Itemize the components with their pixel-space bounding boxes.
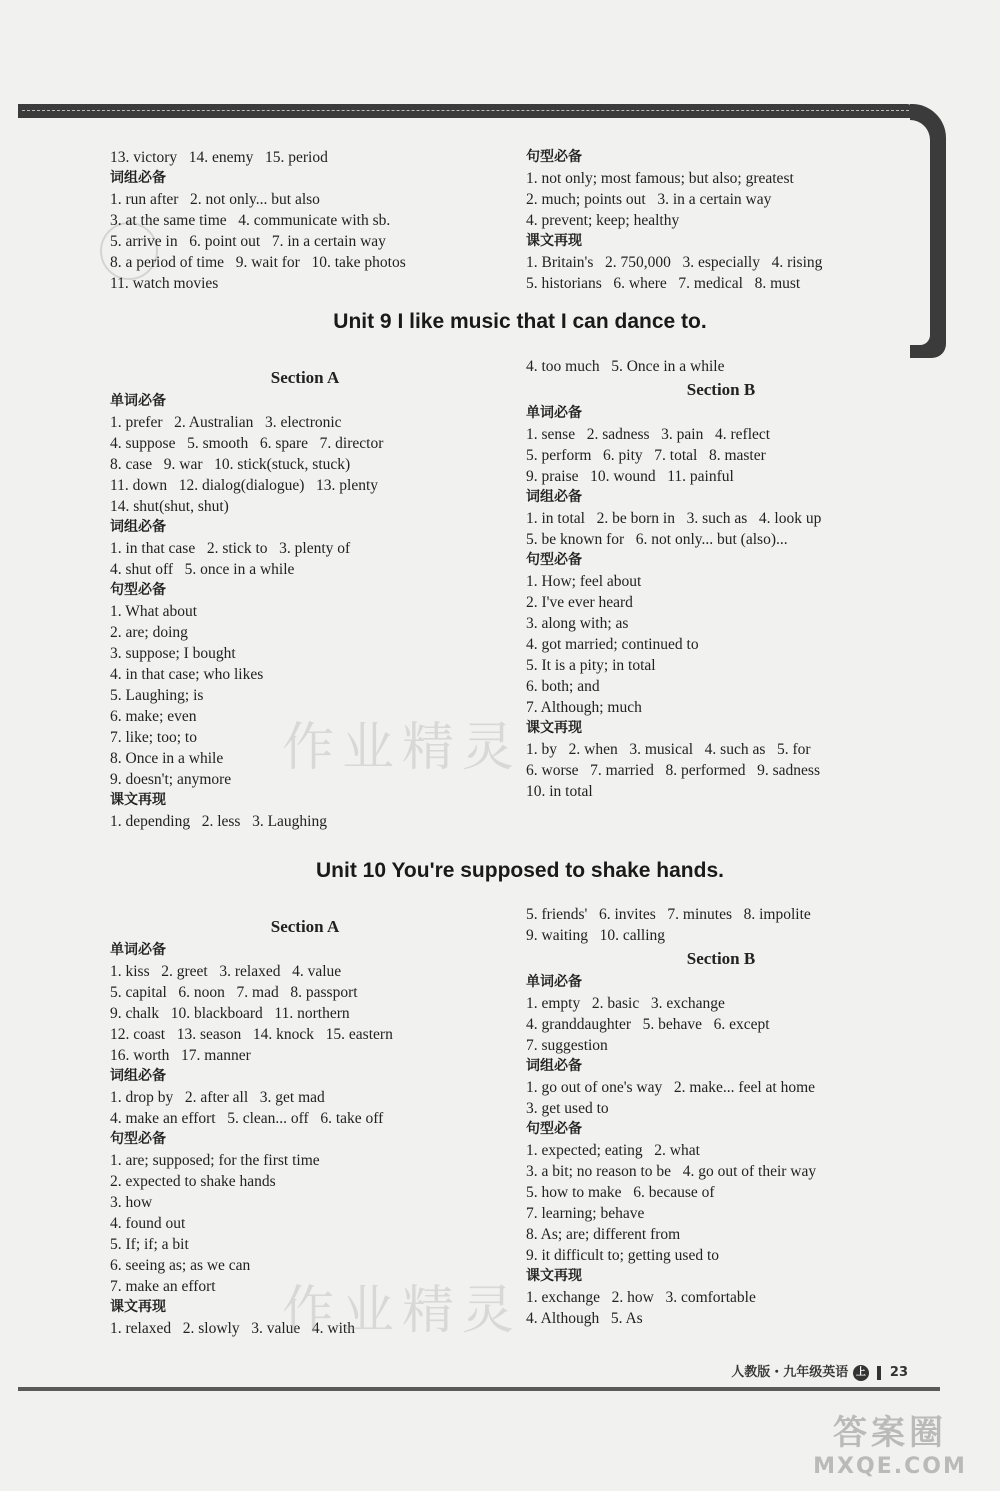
- category-heading: 课文再现: [526, 720, 582, 736]
- answer-line: 1. in total 2. be born in 3. such as 4. look up: [526, 510, 822, 527]
- category-heading: 词组必备: [110, 519, 166, 535]
- answer-line: 7. suggestion: [526, 1037, 608, 1054]
- answer-line: 5. capital 6. noon 7. mad 8. passport: [110, 984, 358, 1001]
- answer-line: 1. depending 2. less 3. Laughing: [110, 813, 327, 830]
- answer-line: 1. run after 2. not only... but also: [110, 191, 320, 208]
- answer-line: 12. coast 13. season 14. knock 15. eastern: [110, 1026, 393, 1043]
- answer-line: 4. too much 5. Once in a while: [526, 358, 725, 375]
- answer-line: 1. Britain's 2. 750,000 3. especially 4. rising: [526, 254, 823, 271]
- answer-line: 6. seeing as; as we can: [110, 1257, 251, 1274]
- answer-line: 4. found out: [110, 1215, 186, 1232]
- answer-line: 5. perform 6. pity 7. total 8. master: [526, 447, 766, 464]
- answer-line: 1. sense 2. sadness 3. pain 4. reflect: [526, 426, 771, 443]
- answer-line: 5. Laughing; is: [110, 687, 204, 704]
- answer-line: 1. exchange 2. how 3. comfortable: [526, 1289, 756, 1306]
- answer-line: 6. worse 7. married 8. performed 9. sadness: [526, 762, 820, 779]
- answer-line: 8. a period of time 9. wait for 10. take photos: [110, 254, 406, 271]
- category-heading: 课文再现: [526, 233, 582, 249]
- watermark-text-2: 作业精灵: [282, 1281, 523, 1341]
- answer-line: 5. It is a pity; in total: [526, 657, 656, 674]
- answer-line: 2. expected to shake hands: [110, 1173, 276, 1190]
- unit10-title: Unit 10 You're supposed to shake hands.: [316, 859, 724, 882]
- top-border-bar: [18, 104, 913, 118]
- answer-line: 5. how to make 6. because of: [526, 1184, 715, 1201]
- answer-line: 9. it difficult to; getting used to: [526, 1247, 720, 1264]
- answer-line: 7. Although; much: [526, 699, 642, 716]
- answer-line: 1. are; supposed; for the first time: [110, 1152, 320, 1169]
- answer-line: 1. kiss 2. greet 3. relaxed 4. value: [110, 963, 342, 980]
- category-heading: 单词必备: [110, 393, 166, 409]
- answer-line: 1. expected; eating 2. what: [526, 1142, 700, 1159]
- answer-line: 4. granddaughter 5. behave 6. except: [526, 1016, 770, 1033]
- unit8-left-column: [110, 147, 500, 294]
- category-heading: 词组必备: [110, 170, 166, 186]
- footer-divider: [877, 1366, 881, 1380]
- answer-line: 9. doesn't; anymore: [110, 771, 232, 788]
- page-number: 23: [889, 1365, 908, 1380]
- answer-line: 7. learning; behave: [526, 1205, 645, 1222]
- category-heading: 课文再现: [110, 792, 166, 808]
- answer-line: 3. a bit; no reason to be 4. go out of their way: [526, 1163, 817, 1180]
- answer-line: 7. make an effort: [110, 1278, 216, 1295]
- answer-line: 3. how: [110, 1194, 153, 1211]
- category-heading: 课文再现: [110, 1299, 166, 1315]
- watermark-text: 作业精灵: [282, 718, 523, 778]
- category-heading: 单词必备: [110, 942, 166, 958]
- volume-badge: 上: [853, 1365, 869, 1381]
- section-heading: Section A: [270, 368, 340, 387]
- answer-line: 7. like; too; to: [110, 729, 197, 746]
- page-footer: [731, 1361, 908, 1381]
- answer-line: 1. How; feel about: [526, 573, 642, 590]
- answer-line: 16. worth 17. manner: [110, 1047, 251, 1064]
- category-heading: 词组必备: [526, 1058, 582, 1074]
- answer-line: 10. in total: [526, 783, 593, 800]
- answer-line: 4. in that case; who likes: [110, 666, 264, 683]
- category-heading: 单词必备: [526, 974, 582, 990]
- category-heading: 词组必备: [526, 489, 582, 505]
- answer-line: 3. suppose; I bought: [110, 645, 236, 662]
- answer-line: 1. empty 2. basic 3. exchange: [526, 995, 725, 1012]
- answer-line: 6. both; and: [526, 678, 600, 695]
- category-heading: 课文再现: [526, 1268, 582, 1284]
- section-heading: Section B: [686, 949, 756, 968]
- unit9-title: Unit 9 I like music that I can dance to.: [333, 310, 707, 333]
- answer-line: 5. be known for 6. not only... but (also)...: [526, 531, 788, 548]
- answer-line: 5. historians 6. where 7. medical 8. must: [526, 275, 801, 292]
- category-heading: 句型必备: [526, 552, 582, 568]
- answer-line: 4. prevent; keep; healthy: [526, 212, 680, 229]
- answer-line: 5. If; if; a bit: [110, 1236, 189, 1253]
- answer-line: 1. What about: [110, 603, 198, 620]
- answer-line: 1. prefer 2. Australian 3. electronic: [110, 414, 342, 431]
- site-watermark-cn: 答案圈: [833, 1413, 947, 1453]
- answer-line: 2. I've ever heard: [526, 594, 633, 611]
- answer-line: 1. drop by 2. after all 3. get mad: [110, 1089, 325, 1106]
- answer-line: 1. not only; most famous; but also; greatest: [526, 170, 794, 187]
- answer-line: 5. friends' 6. invites 7. minutes 8. impolite: [526, 906, 811, 923]
- answer-line: 5. arrive in 6. point out 7. in a certain way: [110, 233, 386, 250]
- answer-line: 9. praise 10. wound 11. painful: [526, 468, 734, 485]
- answer-line: 11. down 12. dialog(dialogue) 13. plenty: [110, 477, 379, 494]
- answer-line: 3. at the same time 4. communicate with sb.: [110, 212, 391, 229]
- category-heading: 句型必备: [110, 582, 166, 598]
- answer-line: 2. are; doing: [110, 624, 188, 641]
- category-heading: 单词必备: [526, 405, 582, 421]
- answer-line: 4. Although 5. As: [526, 1310, 643, 1327]
- answer-line: 9. waiting 10. calling: [526, 927, 666, 944]
- answer-line: 1. in that case 2. stick to 3. plenty of: [110, 540, 351, 557]
- unit8-right-column: [526, 147, 916, 294]
- answer-line: 1. go out of one's way 2. make... feel at home: [526, 1079, 816, 1096]
- unit9-right-column: [526, 356, 916, 802]
- answer-line: 8. As; are; different from: [526, 1226, 681, 1243]
- answer-line: 3. along with; as: [526, 615, 629, 632]
- answer-line: 6. make; even: [110, 708, 197, 725]
- category-heading: 词组必备: [110, 1068, 166, 1084]
- category-heading: 句型必备: [526, 149, 582, 165]
- section-heading: Section A: [270, 917, 340, 936]
- category-heading: 句型必备: [526, 1121, 582, 1137]
- answer-line: 4. got married; continued to: [526, 636, 699, 653]
- answer-line: 9. chalk 10. blackboard 11. northern: [110, 1005, 350, 1022]
- top-dashed-rule: [22, 110, 909, 111]
- answer-line: 8. case 9. war 10. stick(stuck, stuck): [110, 456, 351, 473]
- answer-line: 1. by 2. when 3. musical 4. such as 5. for: [526, 741, 811, 758]
- site-watermark-en: MXQE.COM: [813, 1454, 967, 1479]
- answer-line: 11. watch movies: [110, 275, 219, 292]
- answer-line: 4. shut off 5. once in a while: [110, 561, 295, 578]
- answer-line: 1. relaxed 2. slowly 3. value 4. with: [110, 1320, 355, 1337]
- site-watermark-logo: [800, 1405, 980, 1479]
- section-heading: Section B: [686, 380, 756, 399]
- bottom-border-line: [18, 1387, 940, 1391]
- answer-line: 2. much; points out 3. in a certain way: [526, 191, 772, 208]
- answer-line: 4. make an effort 5. clean... off 6. take off: [110, 1110, 384, 1127]
- answer-line: 13. victory 14. enemy 15. period: [110, 149, 328, 166]
- answer-line: 14. shut(shut, shut): [110, 498, 229, 515]
- answer-line: 3. get used to: [526, 1100, 609, 1117]
- category-heading: 句型必备: [110, 1131, 166, 1147]
- edition-label: 人教版・九年级英语: [731, 1365, 849, 1380]
- answer-line: 8. Once in a while: [110, 750, 224, 767]
- answer-line: 4. suppose 5. smooth 6. spare 7. director: [110, 435, 384, 452]
- unit10-right-column: [526, 904, 916, 1329]
